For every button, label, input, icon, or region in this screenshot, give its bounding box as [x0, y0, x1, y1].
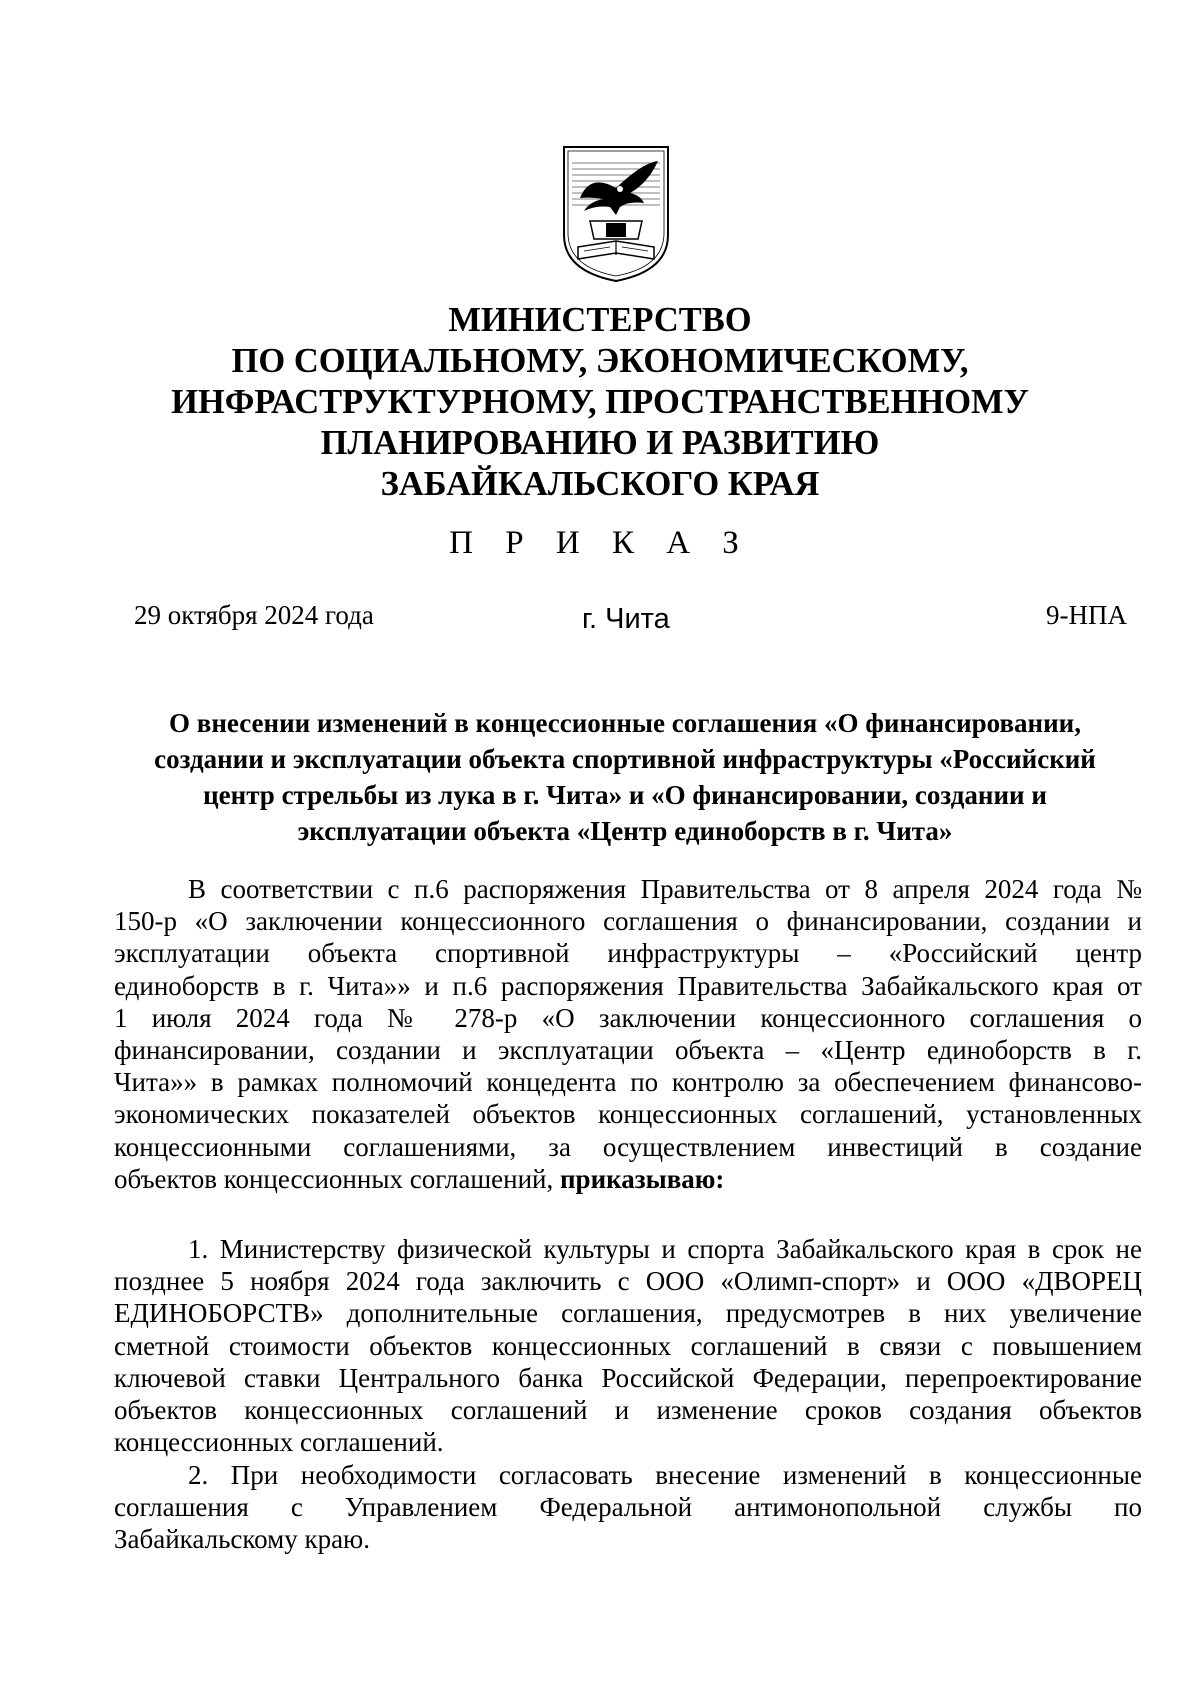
coat-of-arms-icon: [560, 143, 672, 283]
paragraph-last-line: Забайкальскому краю.: [114, 1524, 370, 1555]
paragraph-line: сметной стоимости объектов концессионных соглашений в связи с повышением: [114, 1330, 1142, 1361]
paragraph-line: 1. Министерству физической культуры и спорта Забайкальского края в срок не: [188, 1234, 1142, 1264]
preamble-paragraph: [114, 873, 1142, 1195]
ministry-line: ПЛАНИРОВАНИЮ И РАЗВИТИЮ: [320, 424, 880, 462]
ministry-header: [0, 300, 1200, 505]
paragraph-line: объектов концессионных соглашений и изменение сроков создания объектов: [114, 1395, 1142, 1426]
ministry-line: ИНФРАСТРУКТУРНОМУ, ПРОСТРАНСТВЕННОМУ: [171, 383, 1029, 421]
document-city: г. Чита: [582, 603, 670, 635]
order-item-1: [114, 1233, 1142, 1458]
paragraph-line: В соответствии с п.6 распоряжения Правительства от 8 апреля 2024 года №: [188, 874, 1142, 904]
order-verb: приказываю:: [560, 1163, 725, 1194]
paragraph-line: позднее 5 ноября 2024 года заключить с ООО «Олимп-спорт» и ООО «ДВОРЕЦ: [114, 1266, 1142, 1297]
paragraph-line: экономических показателей объектов концессионных соглашений, установленных: [114, 1099, 1142, 1130]
paragraph-line: ЕДИНОБОРСТВ» дополнительные соглашения, предусмотрев в них увеличение: [114, 1298, 1142, 1329]
coat-of-arms-emblem: [560, 143, 672, 283]
paragraph-last-line: [114, 1163, 1142, 1195]
document-date: 29 октября 2024 года: [134, 600, 374, 630]
paragraph-line: концессионными соглашениями, за осуществлением инвестиций в создание: [114, 1131, 1142, 1162]
paragraph-line: единоборств в г. Чита»» и п.6 распоряжения Правительства Забайкальского края от: [114, 970, 1142, 1001]
paragraph-line: Чита»» в рамках полномочий концедента по контролю за обеспечением финансово-: [114, 1067, 1142, 1098]
paragraph-line: эксплуатации объекта спортивной инфраструктуры – «Российский центр: [114, 938, 1142, 969]
paragraph-line: ключевой ставки Центрального банка Российской Федерации, перепроектирование: [114, 1362, 1142, 1393]
paragraph-line: 1 июля 2024 года № 278-р «О заключении концессионного соглашения о: [114, 1002, 1142, 1033]
paragraph-text: объектов концессионных соглашений,: [114, 1163, 560, 1194]
order-item-2: [114, 1459, 1142, 1556]
document-title: [120, 705, 1130, 849]
paragraph-line: 2. При необходимости согласовать внесение изменений в концессионные: [188, 1460, 1142, 1490]
title-line: эксплуатации объекта «Центр единоборств в г. Чита»: [297, 816, 953, 846]
document-type: П Р И К А З: [449, 525, 751, 561]
paragraph-line: финансировании, создании и эксплуатации объекта – «Центр единоборств в г.: [114, 1035, 1142, 1066]
title-line: О внесении изменений в концессионные соглашения «О финансировании,: [169, 708, 1081, 738]
paragraph-line: 150-р «О заключении концессионного соглашения о финансировании, создании и: [114, 906, 1142, 937]
document-meta: [134, 597, 1127, 637]
paragraph-line: соглашения с Управлением Федеральной антимонопольной службы по: [114, 1492, 1142, 1523]
title-line: создании и эксплуатации объекта спортивной инфраструктуры «Российский: [154, 744, 1096, 774]
title-line: центр стрельбы из лука в г. Чита» и «О финансировании, создании и: [203, 780, 1047, 810]
ministry-line: ПО СОЦИАЛЬНОМУ, ЭКОНОМИЧЕСКОМУ,: [231, 342, 969, 380]
ministry-line: МИНИСТЕРСТВО: [448, 301, 752, 339]
document-number: 9-НПА: [1046, 600, 1127, 630]
ministry-line: ЗАБАЙКАЛЬСКОГО КРАЯ: [380, 465, 820, 503]
paragraph-last-line: концессионных соглашений.: [114, 1427, 444, 1458]
